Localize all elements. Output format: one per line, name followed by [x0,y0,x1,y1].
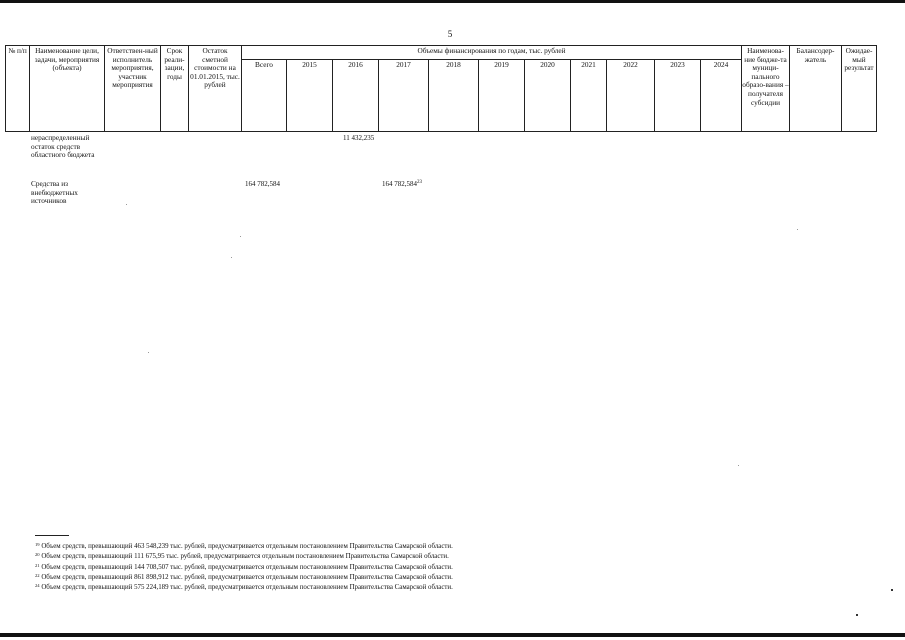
footnote [35,583,595,593]
footnote-text: Объем средств, превышающий 575 224,189 тыс. рублей, предусматривается отдельным постановлением Правительства Самарской области. [41,584,453,592]
table-header [5,45,877,132]
header-year-2024 [701,60,742,132]
row-extrabudget-2017-value: 164 782,584 [382,180,417,188]
header-budget-name-label: Наименова-ние бюдже-та муници-пального образо-вания – получателя субсидии [742,46,789,107]
header-year-label: 2016 [348,60,363,69]
scan-speck [231,257,232,258]
header-year-label: 2023 [670,60,685,69]
header-volumes-group [242,46,742,60]
header-year-2018 [429,60,479,132]
header-num-label: № п/п [8,46,27,55]
header-balance-holder-label: Балансодер-жатель [796,46,835,64]
footnote-text: Объем средств, превышающий 861 898,912 тыс. рублей, предусматривается отдельным постановлением Правительства Самарской области. [41,573,453,581]
footnote-mark: 19 [35,542,40,547]
footnote-text: Объем средств, превышающий 111 675,95 тыс. рублей, предусматривается отдельным постановлением Правительства Самарской области. [41,553,449,561]
footnote-mark: 24 [35,583,40,589]
row-undistributed-label: нераспределенный остаток средств областного бюджета [31,133,95,160]
header-expected-result [842,46,877,132]
header-total [242,60,287,132]
header-year-label: 2019 [494,60,509,69]
footnote [35,573,595,583]
header-year-label: 2020 [540,60,555,69]
footnote [35,563,595,573]
scan-speck [856,614,858,616]
scan-speck [126,204,127,205]
header-balance-holder [790,46,842,132]
footnote-mark: 20 [35,552,40,558]
row-undistributed-2016: 11 432,235 [343,134,375,142]
row-extrabudget-total: 164 782,584 [245,180,280,188]
footnote [35,552,595,562]
header-name [30,46,105,132]
header-term-label: Срок реали-зации, годы [164,46,185,81]
footnote-mark: 21 [35,562,40,568]
footnote-separator [35,535,69,536]
header-year-2020 [525,60,571,132]
header-responsible [105,46,161,132]
header-num [6,46,30,132]
header-year-2017 [379,60,429,132]
footnote [35,542,595,552]
row-extrabudget-label: Средства из внебюджетных источников [31,179,78,206]
header-total-label: Всего [255,60,273,69]
header-year-label: 2024 [713,60,729,69]
header-name-label: Наименование цели, задачи, мероприятия (объекта) [34,46,100,73]
header-year-2015 [287,60,333,132]
header-year-2023 [655,60,701,132]
footnote-text: Объем средств, превышающий 144 708,507 тыс. рублей, предусматривается отдельным постановлением Правительства Самарской области. [41,563,453,571]
page-number: 5 [447,29,453,39]
header-year-label: 2015 [302,60,317,69]
scan-speck [738,465,739,466]
footnotes [35,542,595,593]
header-year-2019 [479,60,525,132]
header-year-label: 2018 [446,60,461,69]
header-year-label: 2021 [581,60,596,69]
header-responsible-label: Ответствен-ный исполнитель мероприятия, участник мероприятия [107,46,158,90]
header-year-label: 2017 [396,60,411,69]
scan-speck [240,236,241,237]
header-year-2021 [571,60,607,132]
footnote-mark: 22 [35,572,40,578]
bottom-border [0,633,905,637]
header-year-label: 2022 [623,60,638,69]
header-expected-result-label: Ожидае-мый результат [844,46,874,73]
footnote-text: Объем средств, превышающий 463 548,239 тыс. рублей, предусматривается отдельным постановлением Правительства Самарской области. [41,543,453,550]
header-term [161,46,189,132]
row-extrabudget-2017-note: 23 [417,180,422,185]
header-remainder-label: Остаток сметной стоимости на 01.01.2015, тыс. рублей [190,46,240,90]
row-extrabudget-2017 [382,180,422,188]
header-volumes-group-label: Объемы финансирования по годам, тыс. рублей [417,46,566,55]
header-budget-name [742,46,790,132]
header-year-2022 [607,60,655,132]
scan-speck [891,589,893,591]
header-year-2016 [333,60,379,132]
header-remainder [189,46,242,132]
scan-speck [797,229,798,230]
top-border [0,0,905,3]
scan-speck [148,352,149,353]
